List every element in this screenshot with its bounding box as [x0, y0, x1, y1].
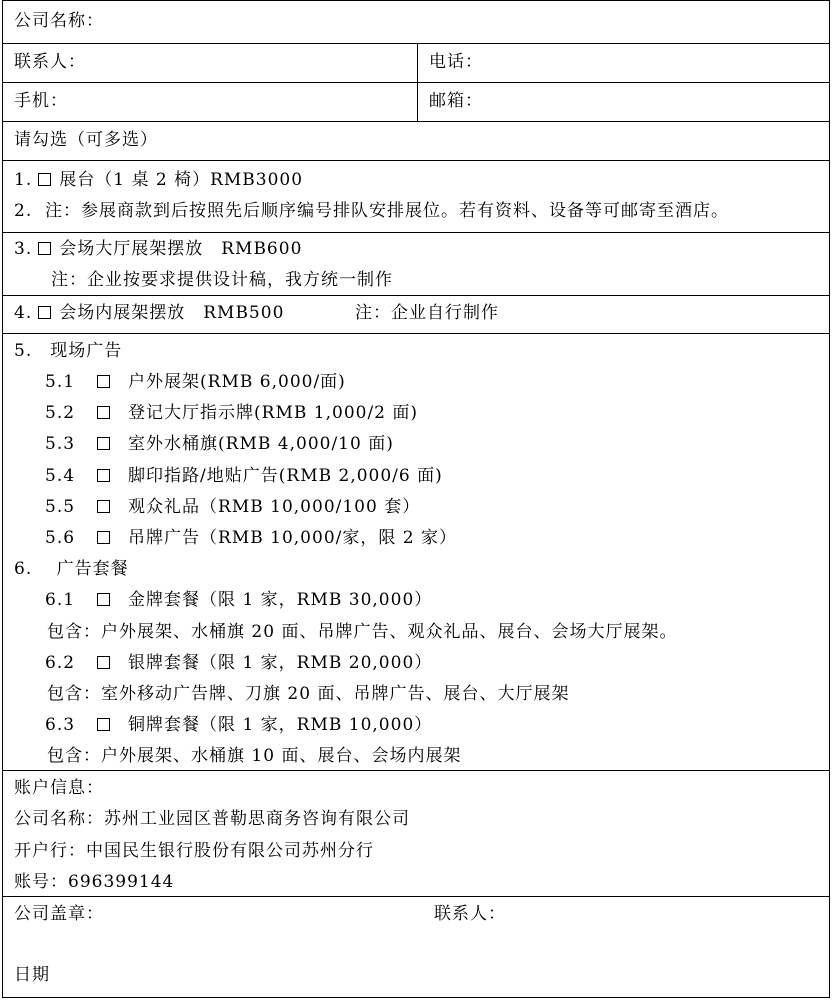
ad-item: [45, 372, 346, 392]
inner-rack-note: 注：企业自行制作: [355, 303, 499, 323]
hall-rack-item: [14, 239, 302, 259]
package-item: [45, 715, 432, 735]
ad-item: [45, 403, 418, 423]
booth-item: [14, 170, 303, 190]
column-divider: [417, 83, 418, 121]
ad-item-checkbox[interactable]: [97, 437, 110, 450]
contact-row: [3, 44, 829, 83]
ad-item-number: 5.1: [45, 372, 76, 392]
account-number: 账号：696399144: [14, 872, 175, 892]
ads-section: [3, 334, 829, 771]
ad-item-number: 5.4: [45, 466, 76, 486]
mobile-row: [3, 83, 829, 122]
ad-item-label: 室外水桶旗(RMB 4,000/10 面): [128, 434, 394, 454]
ad-item-number: 5.2: [45, 403, 76, 423]
booth-checkbox[interactable]: [38, 173, 51, 186]
signature-section: [3, 897, 829, 999]
select-prompt: 请勾选（可多选）: [14, 130, 158, 150]
signature-contact-label: 联系人：: [434, 904, 506, 924]
ad-item-checkbox[interactable]: [97, 469, 110, 482]
account-company: 公司名称：苏州工业园区普勒思商务咨询有限公司: [14, 809, 410, 829]
booth-note: [14, 201, 729, 221]
ads-title: 5. 现场广告: [14, 341, 123, 361]
package-number: 6.2: [45, 653, 76, 673]
packages-title: 6. 广告套餐: [14, 559, 129, 579]
ad-item-number: 5.6: [45, 528, 76, 548]
ad-item-label: 户外展架(RMB 6,000/面): [128, 372, 346, 392]
account-title: 账户信息：: [14, 778, 104, 798]
booth-note-number: 2.: [14, 201, 33, 221]
inner-rack-number: 4.: [14, 303, 33, 323]
seal-label: 公司盖章：: [14, 904, 104, 924]
registration-form: [2, 0, 830, 998]
booth-note-text: 注：参展商款到后按照先后顺序编号排队安排展位。若有资料、设备等可邮寄至酒店。: [45, 201, 730, 221]
ad-item: [45, 497, 420, 517]
package-number: 6.1: [45, 590, 76, 610]
inner-rack-item: [14, 303, 284, 323]
package-label: 银牌套餐（限 1 家，RMB 20,000）: [128, 653, 433, 673]
package-include: 包含：室外移动广告牌、刀旗 20 面、吊牌广告、展台、大厅展架: [47, 684, 570, 704]
hall-rack-label: 会场大厅展架摆放 RMB600: [59, 239, 303, 259]
inner-rack-label: 会场内展架摆放 RMB500: [59, 303, 285, 323]
ad-item: [45, 528, 457, 548]
booth-label: 展台（1 桌 2 椅）RMB3000: [59, 170, 304, 190]
package-item: [45, 590, 432, 610]
phone-label: 电话：: [429, 52, 483, 72]
package-label: 铜牌套餐（限 1 家，RMB 10,000）: [128, 715, 433, 735]
ad-item-label: 登记大厅指示牌(RMB 1,000/2 面): [128, 403, 419, 423]
ad-item-label: 吊牌广告（RMB 10,000/家，限 2 家）: [128, 528, 457, 548]
hall-rack-note: 注：企业按要求提供设计稿，我方统一制作: [51, 270, 393, 290]
ad-item-label: 脚印指路/地贴广告(RMB 2,000/6 面): [128, 466, 443, 486]
package-include: 包含：户外展架、水桶旗 20 面、吊牌广告、观众礼品、展台、会场大厅展架。: [47, 622, 678, 642]
ad-item-checkbox[interactable]: [97, 406, 110, 419]
company-row: [3, 1, 829, 44]
mobile-label: 手机：: [14, 91, 68, 111]
package-number: 6.3: [45, 715, 76, 735]
column-divider: [417, 44, 418, 82]
account-section: [3, 771, 829, 897]
ad-item-number: 5.3: [45, 434, 76, 454]
email-label: 邮箱：: [429, 91, 483, 111]
ad-item-checkbox[interactable]: [97, 531, 110, 544]
ad-item-number: 5.5: [45, 497, 76, 517]
ad-item-label: 观众礼品（RMB 10,000/100 套）: [128, 497, 421, 517]
contact-label: 联系人：: [14, 52, 86, 72]
date-label: 日期: [14, 965, 50, 985]
package-checkbox[interactable]: [97, 718, 110, 731]
hall-rack-number: 3.: [14, 239, 33, 259]
ad-item-checkbox[interactable]: [97, 375, 110, 388]
booth-section: [3, 161, 829, 233]
account-bank: 开户行：中国民生银行股份有限公司苏州分行: [14, 841, 374, 861]
select-prompt-row: [3, 122, 829, 161]
ad-item: [45, 434, 394, 454]
inner-rack-section: [3, 296, 829, 334]
package-label: 金牌套餐（限 1 家，RMB 30,000）: [128, 590, 433, 610]
package-checkbox[interactable]: [97, 656, 110, 669]
company-label: 公司名称：: [14, 11, 104, 31]
booth-number: 1.: [14, 170, 33, 190]
hall-rack-checkbox[interactable]: [38, 242, 51, 255]
package-include: 包含：户外展架、水桶旗 10 面、展台、会场内展架: [47, 746, 462, 766]
package-item: [45, 653, 432, 673]
ad-item-checkbox[interactable]: [97, 500, 110, 513]
hall-rack-section: [3, 233, 829, 296]
inner-rack-checkbox[interactable]: [38, 306, 51, 319]
ad-item: [45, 466, 443, 486]
package-checkbox[interactable]: [97, 593, 110, 606]
